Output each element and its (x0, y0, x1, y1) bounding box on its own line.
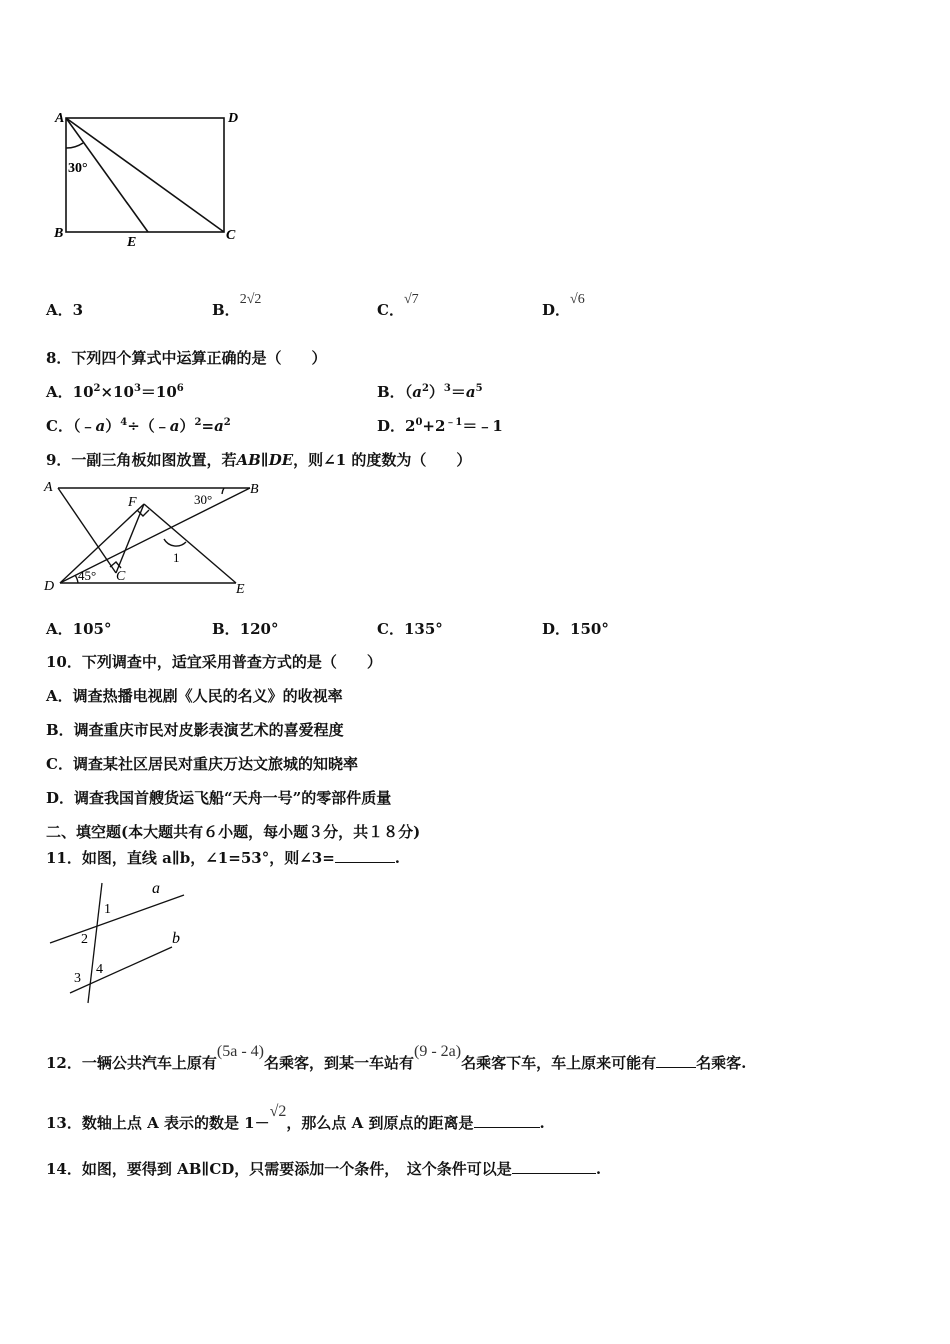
q9-angle-1: 1 (173, 550, 180, 565)
option-label: B． (212, 620, 240, 638)
q13-sqrt: √2 (269, 1103, 287, 1120)
q9-option-d (542, 618, 609, 639)
q9-label-B: B (250, 482, 259, 497)
answer-blank (512, 1159, 596, 1174)
q7-option-c (377, 287, 419, 319)
q9-angle-30: 30° (194, 492, 213, 507)
q13-text-1: 13．数轴上点 A 表示的数是 1－ (46, 1114, 270, 1132)
q10-option-d: D．调查我国首艘货运飞船“天舟一号”的零部件质量 (46, 789, 392, 807)
q9-stem (46, 449, 471, 470)
q9-stem-post: ，则∠1 的度数为（ ） (293, 451, 472, 469)
q8-stem: 8．下列四个算式中运算正确的是（ ） (46, 349, 327, 367)
q14-stem (46, 1158, 601, 1179)
option-value: 105° (72, 620, 112, 638)
option-value: 120° (239, 620, 279, 638)
q7-figure (50, 105, 250, 250)
q7-angle-label: 30° (68, 161, 88, 176)
q12-text-2: 名乘客，到某一车站有 (263, 1054, 414, 1072)
q10-stem: 10．下列调查中，适宜采用普查方式的是（ ） (46, 653, 382, 671)
q7-label-D: D (228, 111, 239, 126)
q12-expr-2: (9 - 2a) (414, 1043, 462, 1060)
option-label: D． (542, 301, 571, 319)
option-label: C． (377, 620, 404, 638)
q13-text-2: ，那么点 A 到原点的距离是 (286, 1114, 474, 1132)
answer-blank (474, 1113, 540, 1128)
q11-label-2: 2 (81, 932, 88, 947)
q8-option-c: C．$(﹣a)^4\div(﹣a)^2=a^2$ (46, 417, 231, 435)
q10-option-c: C．调查某社区居民对重庆万达文旅城的知晓率 (46, 755, 358, 773)
q7-option-a (46, 299, 83, 320)
answer-blank (656, 1053, 696, 1068)
option-label: A． (46, 620, 73, 638)
option-label: D． (377, 417, 406, 435)
q11-stem (46, 847, 400, 868)
q13-end: . (539, 1114, 545, 1132)
q11-stem-text: 11．如图，直线 a∥b，∠1=53°，则∠3= (46, 849, 335, 867)
q8-option-a: A．$10^2\times 10^3=10^6$ (46, 383, 184, 401)
q12-expr-1: (5a - 4) (216, 1043, 264, 1060)
q9-stem-pre: 9．一副三角板如图放置，若 (46, 451, 237, 469)
q11-end: . (394, 849, 400, 867)
q9-figure (40, 476, 270, 601)
option-label: A． (46, 383, 73, 401)
q7-label-E: E (127, 235, 137, 250)
option-label: A． (46, 301, 73, 319)
q8-option-b: B．$(a^2)^3=a^5$ (377, 383, 483, 401)
q9-option-c (377, 618, 443, 639)
option-label: D． (542, 620, 571, 638)
q7-label-C: C (226, 228, 236, 243)
q9-label-A: A (44, 480, 53, 495)
option-label: B． (377, 383, 405, 401)
q7-label-A: A (55, 111, 65, 126)
q11-label-a: a (152, 880, 160, 897)
q14-end: . (595, 1160, 602, 1178)
q9-label-C: C (116, 569, 126, 584)
q9-label-F: F (128, 495, 137, 510)
option-value: √6 (570, 292, 585, 307)
q9-option-b (212, 618, 279, 639)
q12-stem (46, 1040, 747, 1072)
q9-label-E: E (236, 582, 245, 597)
q11-label-1: 1 (104, 902, 111, 917)
q13-stem (46, 1100, 545, 1132)
q11-label-b: b (172, 930, 180, 947)
q7-label-B: B (54, 226, 64, 241)
option-value: √7 (403, 292, 419, 307)
option-label: C． (46, 417, 73, 435)
q11-label-3: 3 (74, 971, 81, 986)
option-label: C． (377, 301, 404, 319)
section-heading: 二、填空题(本大题共有６小题，每小题３分，共１８分) (46, 823, 421, 841)
q11-label-4: 4 (96, 962, 103, 977)
q12-text-4: 名乘客. (696, 1054, 747, 1072)
q10-option-b: B．调查重庆市民对皮影表演艺术的喜爱程度 (46, 721, 344, 739)
q8-option-d: D．$2^0+2^{﹣1}=﹣1$ (377, 417, 503, 435)
option-value: 2√2 (239, 292, 262, 307)
q14-text: 14．如图，要得到 AB∥CD，只需要添加一个条件， 这个条件可以是 (46, 1160, 512, 1178)
q9-label-D: D (44, 579, 55, 594)
q12-text-1: 12．一辆公共汽车上原有 (46, 1054, 217, 1072)
q9-angle-45: 45° (78, 568, 97, 583)
q7-option-d (542, 287, 585, 319)
option-label: B． (212, 301, 240, 319)
q10-option-a: A．调查热播电视剧《人民的名义》的收视率 (46, 687, 343, 705)
q9-stem-math: AB∥DE (236, 451, 294, 469)
option-value: 150° (570, 620, 609, 638)
q7-option-b (212, 287, 262, 319)
q12-text-3: 名乘客下车，车上原来可能有 (461, 1054, 657, 1072)
option-value: 3 (72, 301, 84, 319)
option-value: 135° (403, 620, 443, 638)
q11-figure (44, 875, 194, 1007)
q9-option-a (46, 618, 111, 639)
answer-blank (335, 848, 395, 863)
